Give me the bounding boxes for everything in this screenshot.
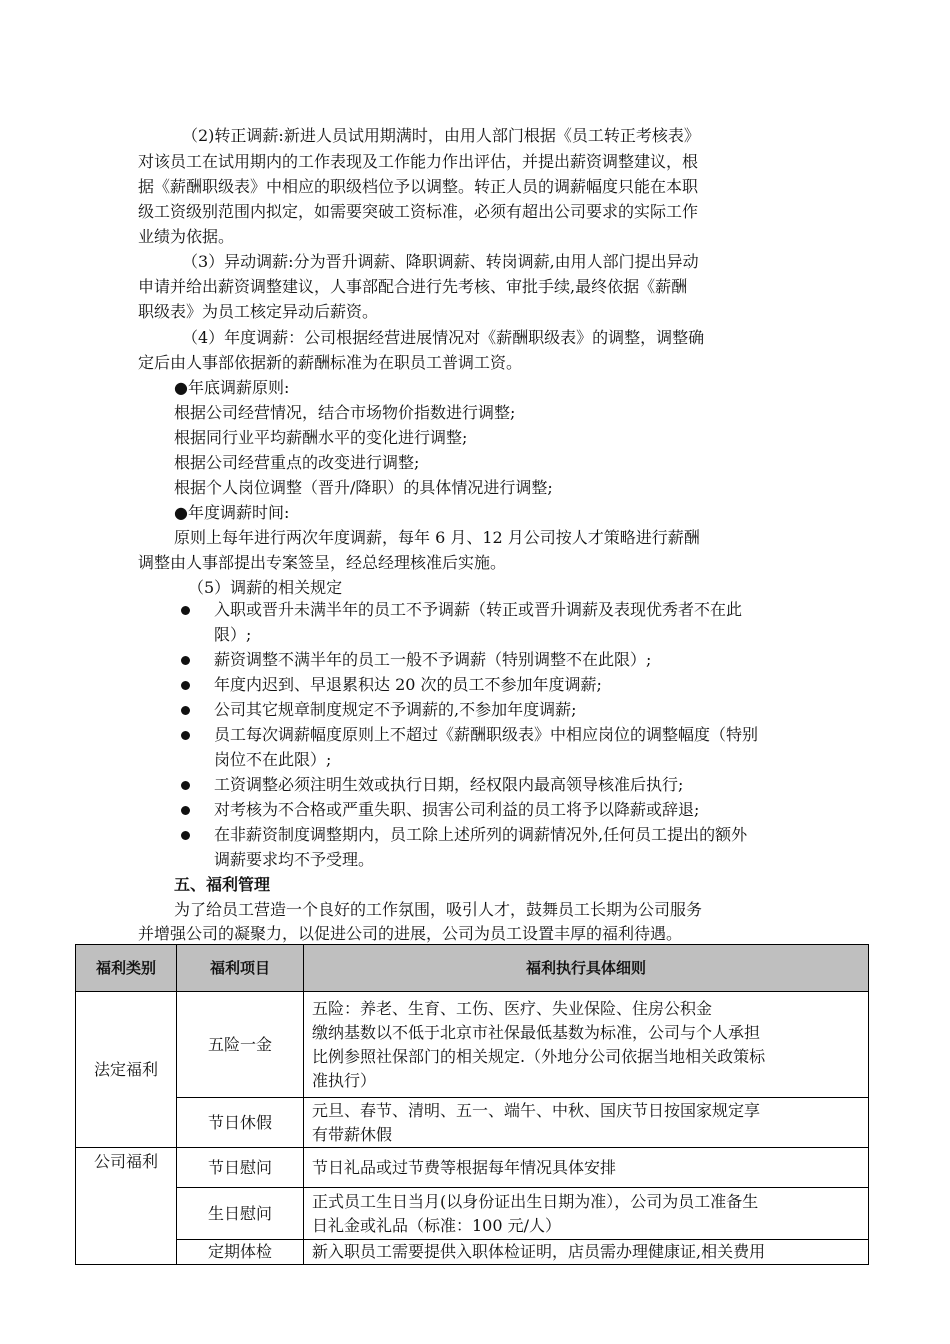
paragraph-line: 定后由人事部依据新的薪酬标准为在职员工普调工资。 [138,353,523,372]
item-cell: 生日慰问 [177,1188,304,1240]
paragraph-line: 根据公司经营重点的改变进行调整; [174,453,420,472]
category-cell-legal: 法定福利 [76,992,177,1148]
detail-line: 节日礼品或过节费等根据每年情况具体安排 [312,1157,617,1177]
paragraph-line: 业绩为依据。 [138,227,235,246]
item-cell: 节日休假 [177,1098,304,1148]
column-header-category: 福利类别 [76,945,177,992]
list-item: 对考核为不合格或严重失职、损害公司利益的员工将予以降薪或辞退; [214,800,700,819]
bullet-icon [181,731,190,740]
list-item-continuation: 调薪要求均不予受理。 [214,850,375,869]
bullet-icon [181,606,190,615]
paragraph-line: （2)转正调薪:新进人员试用期满时，由用人部门根据《员工转正考核表》 [182,126,700,145]
paragraph-line: 根据同行业平均薪酬水平的变化进行调整; [174,428,468,447]
column-header-item: 福利项目 [177,945,304,992]
bullet-icon [181,656,190,665]
column-header-detail: 福利执行具体细则 [304,945,869,992]
bullet-icon [181,781,190,790]
detail-line: 新入职员工需要提供入职体检证明，店员需办理健康证,相关费用 [312,1242,766,1261]
item-cell: 定期体检 [177,1240,304,1265]
paragraph-line: 调整由人事部提出专案签呈，经总经理核准后实施。 [138,553,507,572]
detail-cell [304,992,869,1098]
detail-line: 准执行） [312,1070,377,1090]
table-row [76,1148,869,1188]
intro-line: 并增强公司的凝聚力，以促进公司的进展，公司为员工设置丰厚的福利待遇。 [138,924,683,943]
detail-line: 缴纳基数以不低于北京市社保最低基数为标准，公司与个人承担 [312,1022,761,1042]
detail-line: 元旦、春节、清明、五一、端午、中秋、国庆节日按国家规定享 [312,1100,761,1120]
paragraph-line: 级工资级别范围内拟定，如需要突破工资标准，必须有超出公司要求的实际工作 [138,202,699,221]
detail-line: 五险：养老、生育、工伤、医疗、失业保险、住房公积金 [312,998,713,1018]
item-cell: 五险一金 [177,992,304,1098]
detail-line: 日礼金或礼品（标准：100 元/人） [312,1215,562,1235]
paragraph-line: 对该员工在试用期内的工作表现及工作能力作出评估，并提出薪资调整建议，根 [138,152,699,171]
list-item: 入职或晋升未满半年的员工不予调薪（转正或晋升调薪及表现优秀者不在此 [214,600,743,619]
detail-line: 有带薪休假 [312,1124,393,1144]
table-row [76,1240,869,1265]
table-row [76,1188,869,1240]
list-item: 年度内迟到、早退累积达 20 次的员工不参加年度调薪; [214,675,602,694]
paragraph-heading: ●年底调薪原则: [174,378,290,397]
table-row [76,992,869,1098]
paragraph-line: 根据个人岗位调整（晋升/降职）的具体情况进行调整; [174,478,553,497]
list-item: 工资调整必须注明生效或执行日期，经权限内最高领导核准后执行; [214,775,684,794]
section-title: 五、福利管理 [174,875,271,894]
detail-cell [304,1188,869,1240]
paragraph-line: 职级表》为员工核定异动后薪资。 [138,302,379,321]
list-item: 员工每次调薪幅度原则上不超过《薪酬职级表》中相应岗位的调整幅度（特别 [214,725,759,744]
paragraph-line: （4）年度调薪：公司根据经营进展情况对《薪酬职级表》的调整，调整确 [182,328,705,347]
detail-line: 比例参照社保部门的相关规定.（外地分公司依据当地相关政策标 [312,1046,766,1066]
list-item-continuation: 岗位不在此限）; [214,750,332,769]
list-item: 在非薪资制度调整期内，员工除上述所列的调薪情况外,任何员工提出的额外 [214,825,748,844]
bullet-icon [181,681,190,690]
paragraph-line: 申请并给出薪资调整建议，人事部配合进行先考核、审批手续,最终依据《薪酬 [138,277,688,296]
item-cell: 节日慰问 [177,1148,304,1188]
list-item: 公司其它规章制度规定不予调薪的,不参加年度调薪; [214,700,577,719]
detail-line: 正式员工生日当月(以身份证出生日期为准），公司为员工准备生 [312,1191,759,1211]
paragraph-heading: （5）调薪的相关规定 [188,578,343,597]
category-cell-company: 公司福利 [76,1148,177,1265]
detail-cell [304,1148,869,1188]
paragraph-line: （3）异动调薪:分为晋升调薪、降职调薪、转岗调薪,由用人部门提出异动 [182,252,699,271]
bullet-icon [181,806,190,815]
benefits-table [75,944,869,1265]
paragraph-line: 原则上每年进行两次年度调薪，每年 6 月、12 月公司按人才策略进行薪酬 [174,528,700,547]
paragraph-heading: ●年度调薪时间: [174,503,290,522]
list-item-continuation: 限）; [214,625,252,644]
paragraph-line: 根据公司经营情况，结合市场物价指数进行调整; [174,403,516,422]
table-header-row [76,945,869,992]
detail-cell [304,1240,869,1265]
intro-line: 为了给员工营造一个良好的工作氛围，吸引人才，鼓舞员工长期为公司服务 [174,900,703,919]
detail-cell [304,1098,869,1148]
bullet-icon [181,706,190,715]
table-row [76,1098,869,1148]
list-item: 薪资调整不满半年的员工一般不予调薪（特别调整不在此限）; [214,650,652,669]
bullet-icon [181,831,190,840]
paragraph-line: 据《薪酬职级表》中相应的职级档位予以调整。转正人员的调薪幅度只能在本职 [138,177,699,196]
